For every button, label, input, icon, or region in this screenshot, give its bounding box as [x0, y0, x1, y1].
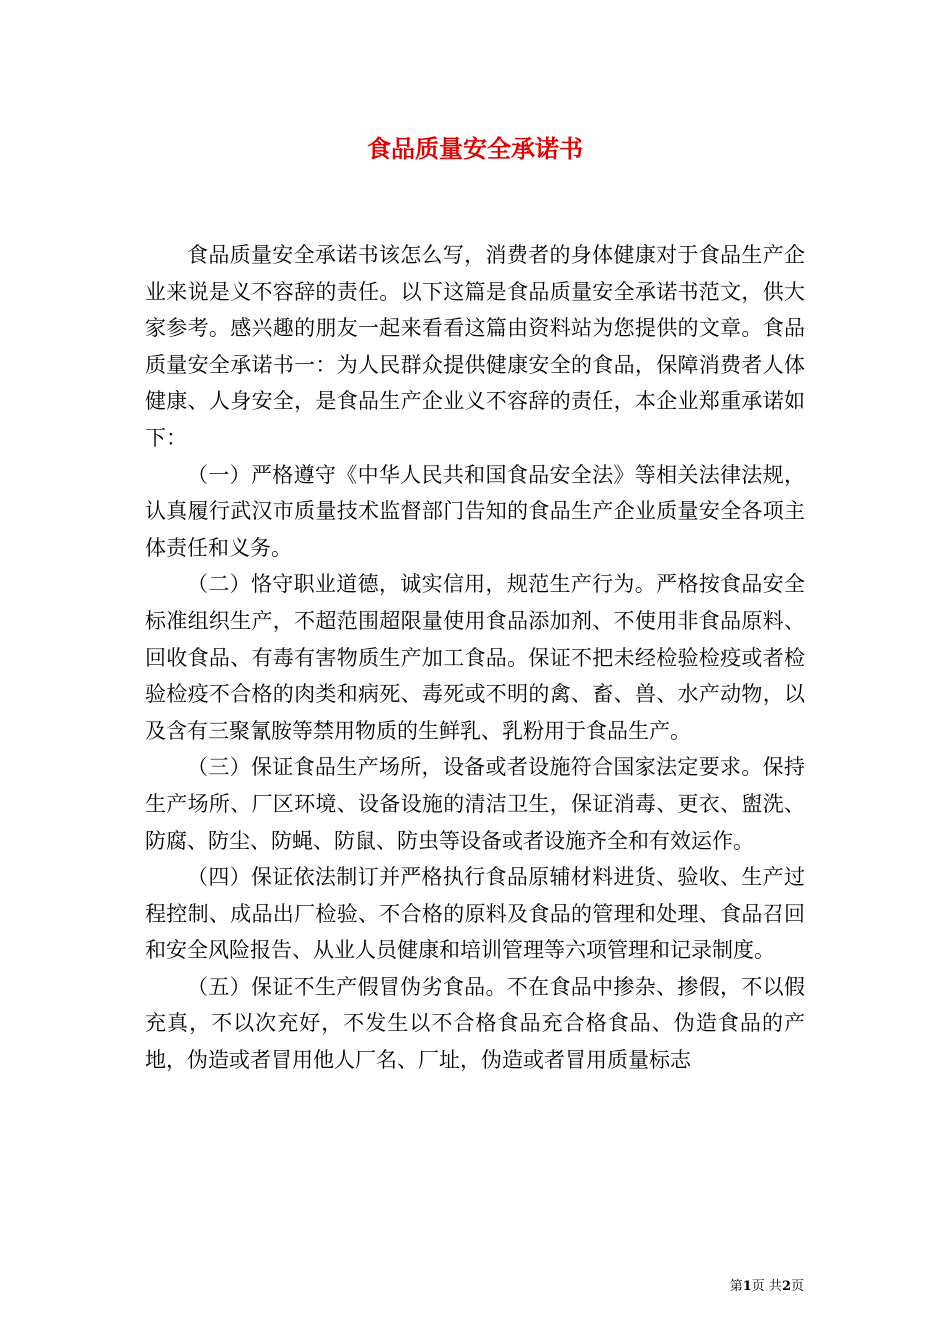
total-pages-number: 2	[781, 1279, 791, 1294]
footer-middle: 页 共	[751, 1279, 782, 1294]
paragraph-item-1: （一）严格遵守《中华人民共和国食品安全法》等相关法律法规，认真履行武汉市质量技术监督部门告知的食品生产企业质量安全各项主体责任和义务。	[145, 462, 805, 560]
footer-prefix: 第	[729, 1279, 743, 1294]
paragraph-intro: 食品质量安全承诺书该怎么写，消费者的身体健康对于食品生产企业来说是义不容辞的责任。以下这篇是食品质量安全承诺书范文，供大家参考。感兴趣的朋友一起来看看这篇由资料站为您提供的文章。食品质量安全承诺书一：为人民群众提供健康安全的食品，保障消费者人体健康、人身安全，是食品生产企业义不容辞的责任，本企业郑重承诺如下：	[145, 243, 805, 450]
paragraph-item-3: （三）保证食品生产场所，设备或者设施符合国家法定要求。保持生产场所、厂区环境、设备设施的清洁卫生，保证消毒、更衣、盥洗、防腐、防尘、防蝇、防鼠、防虫等设备或者设施齐全和有效运作。	[145, 755, 805, 853]
paragraph-item-2: （二）恪守职业道德，诚实信用，规范生产行为。严格按食品安全标准组织生产，不超范围超限量使用食品添加剂、不使用非食品原料、回收食品、有毒有害物质生产加工食品。保证不把未经检验检疫或者检验检疫不合格的肉类和病死、毒死或不明的禽、畜、兽、水产动物，以及含有三聚氰胺等禁用物质的生鲜乳、乳粉用于食品生产。	[145, 572, 805, 743]
current-page-number: 1	[742, 1279, 752, 1294]
paragraph-item-4: （四）保证依法制订并严格执行食品原辅材料进货、验收、生产过程控制、成品出厂检验、不合格的原料及食品的管理和处理、食品召回和安全风险报告、从业人员健康和培训管理等六项管理和记录制度。	[145, 865, 805, 963]
paragraph-item-5: （五）保证不生产假冒伪劣食品。不在食品中掺杂、掺假，不以假充真，不以次充好，不发生以不合格食品充合格食品、伪造食品的产地，伪造或者冒用他人厂名、厂址，伪造或者冒用质量标志	[145, 974, 805, 1073]
document-body	[145, 237, 805, 1079]
page-number-footer	[730, 1278, 804, 1296]
document-title: 食品质量安全承诺书	[367, 134, 583, 163]
footer-suffix: 页	[790, 1279, 804, 1294]
